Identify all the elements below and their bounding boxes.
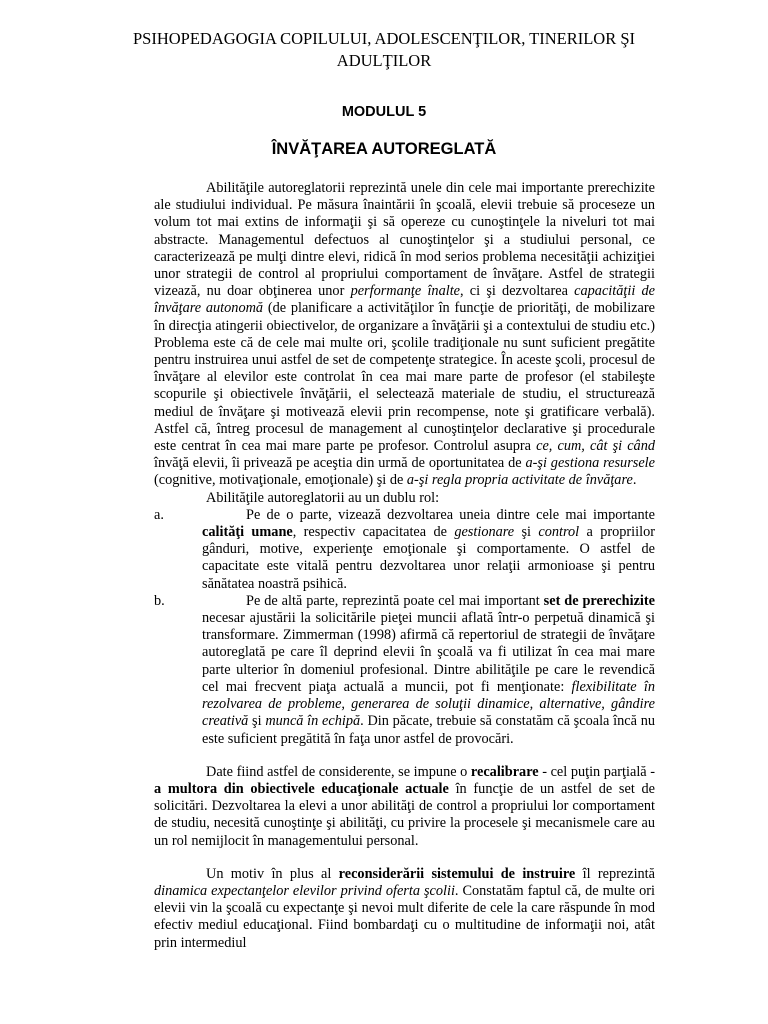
module-heading: MODULUL 5 (341, 104, 427, 120)
paragraph-2: Abilităţile autoreglatorii au un dublu rol: (206, 489, 440, 506)
paragraph-1: Abilităţile autoreglatorii reprezintă unele din cele mai importante prerechizite ale studiului individual. Pe măsura înaintării în şcoală, elevii trebuie să proceseze un volum tot mai extins de informaţii şi să opereze cu cunoştinţele la niveluri tot mai abstracte. Managementul defectuos al cunoştinţelor şi a studiului personal, ce caracterizează pe mulţi dintre elevi, ridică în mod serios problema necesităţii achiziţiei unor strategii de control al propriului comportament de învăţare. Astfel de strategii vizează, nu doar obţinerea unor performanţe înalte, ci şi dezvoltarea capacităţii de învăţare autonomă (de planificare a activităţilor în funcţie de priorităţi, de mobilizare în direcţia atingerii obiectivelor, de organizare a învăţării şi a contextului de studiu etc.) Problema este că de cele mai multe ori, şcolile tradiţionale nu sunt suficient pregătite pentru instruirea unui astfel de set de competenţe strategice. În aceste şcoli, procesul de învăţare al elevilor este controlat în cea mai mare parte de profesor (el stabileşte scopurile şi obiectivele învăţării, el selectează materiale de studiu, el structurează mediul de învăţare şi motivează elevii prin recompense, note şi gratificare verbală). Astfel că, întreg procesul de management al cunoştinţelor declarative şi procedurale este centrat în cea mai mare parte pe profesor. Controlul asupra ce, cum, cât şi când învăţă elevii, îi privează pe aceştia din urmă de oportunitatea de a-şi gestiona resursele (cognitive, motivaţionale, emoţionale) şi de a-şi regla propria activitate de învăţare. (154, 180, 656, 489)
chapter-heading: ÎNVĂŢAREA AUTOREGLATĂ (271, 140, 497, 158)
list-item-a: a. Pe de o parte, vizează dezvoltarea uneia dintre cele mai importante calităţi umane, respectiv capacitatea de gestionare şi control a propriilor gânduri, motive, experienţe emoţionale şi comportamente. O astfel de capacitate este vitală pentru dezvoltarea unor relaţii armonioase şi pentru sănătatea noastră psihică. (154, 506, 656, 592)
paragraph-3: Date fiind astfel de considerente, se impune o recalibrare - cel puţin parţială - a multora din obiectivele educaţionale actuale în funcţie de un astfel de set de solicitări. Dezvoltarea la elevi a unor abilităţi de control a propriului lor comportament de studiu, necesită cunoştinţe şi abilităţi, cu privire la procesele şi mecanismele care au un rol nemijlocit în managementului personal. (154, 763, 656, 849)
paragraph-4: Un motiv în plus al reconsiderării sistemului de instruire îl reprezintă dinamica expectanţelor elevilor privind oferta şcolii. Constatăm faptul că, de multe ori elevii vin la şcoală cu expectanţe şi nevoi mult diferite de cele la care răspunde în mod efectiv mediul educaţional. Fiind bombardaţi cu o multitudine de informaţii noi, atât prin intermediul (154, 865, 656, 951)
body-text (154, 180, 655, 952)
title-line-1: PSIHOPEDAGOGIA COPILULUI, ADOLESCENŢILOR, TINERILOR ŞI (132, 29, 636, 48)
title-line-2: ADULŢILOR (336, 51, 432, 70)
list-marker: a. (154, 506, 164, 523)
list-marker: b. (154, 592, 165, 609)
list-item-b: b. Pe de altă parte, reprezintă poate cel mai important set de prerechizite necesar ajustării la solicitările pieţei muncii aflată într-o perpetuă dinamică şi transformare. Zimmerman (1998) afirmă că repertoriul de strategii de învăţare autoreglată pe care îl deprind elevii în şcoală va fi utilizat în cea mai mare parte ulterior în domeniul profesional. Dintre abilităţile pe care le revendică cel mai frecvent piaţa actuală a muncii, pot fi menţionate: flexibilitate în rezolvarea de probleme, generarea de soluţii dinamice, alternative, gândire creativă şi muncă în echipă. Din păcate, trebuie să constatăm că şcoala încă nu este suficient pregătită în faţa unor astfel de provocări. (154, 592, 655, 747)
document-title (60, 28, 708, 72)
